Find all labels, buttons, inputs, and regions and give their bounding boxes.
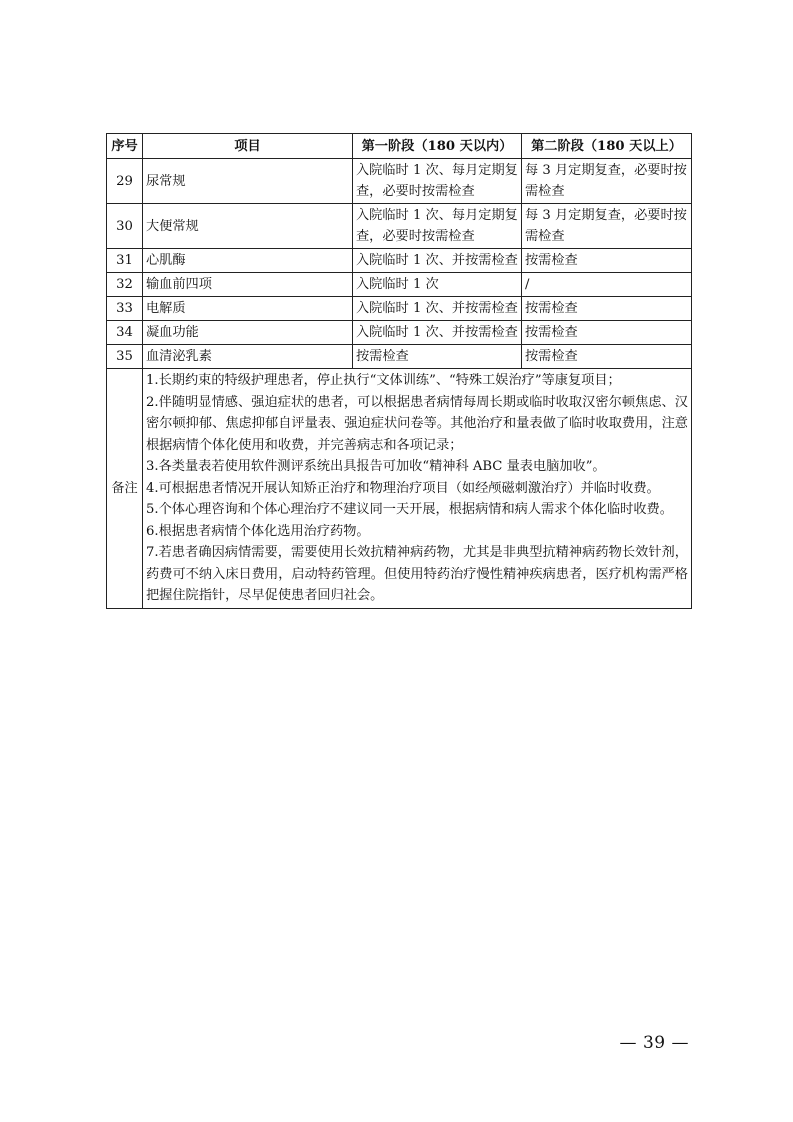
row-stage2: 按需检查 xyxy=(522,297,692,321)
row-stage1: 入院临时 1 次、并按需检查 xyxy=(353,297,522,321)
note-item: 5.个体心理咨询和个体心理治疗不建议同一天开展，根据病情和病人需求个体化临时收费。 xyxy=(146,502,673,517)
row-item: 血清泌乳素 xyxy=(143,345,353,369)
table-row xyxy=(107,297,692,321)
notes-row xyxy=(107,369,692,609)
row-stage2: 每 3 月定期复查，必要时按需检查 xyxy=(522,159,692,204)
row-seq: 32 xyxy=(107,273,143,297)
header-seq: 序号 xyxy=(107,134,143,159)
note-item: 7.若患者确因病情需要，需要使用长效抗精神病药物，尤其是非典型抗精神病药物长效针剂，药费可不纳入床日费用，启动特药管理。但使用特药治疗慢性精神疾病患者，医疗机构需严格把握住院指针，尽早促使患者回归社会。 xyxy=(146,545,688,603)
table-row xyxy=(107,159,692,204)
row-stage1: 入院临时 1 次、每月定期复查，必要时按需检查 xyxy=(353,204,522,249)
note-item: 2.伴随明显情感、强迫症状的患者，可以根据患者病情每周长期或临时收取汉密尔顿焦虑、汉密尔顿抑郁、焦虑抑郁自评量表、强迫症状问卷等。其他治疗和量表做了临时收取费用，注意根据病情个体化使用和收费，并完善病志和各项记录； xyxy=(146,394,688,453)
note-item: 4.可根据患者情况开展认知矫正治疗和物理治疗项目（如经颅磁刺激治疗）并临时收费。 xyxy=(146,480,660,496)
row-stage1: 入院临时 1 次 xyxy=(353,273,522,297)
row-seq: 33 xyxy=(107,297,143,321)
row-stage2: 按需检查 xyxy=(522,249,692,273)
row-item: 心肌酶 xyxy=(143,249,353,273)
row-seq: 34 xyxy=(107,321,143,345)
fee-schedule-table xyxy=(106,133,692,609)
row-stage2: / xyxy=(522,273,692,297)
row-item: 凝血功能 xyxy=(143,321,353,345)
header-stage2: 第二阶段（180 天以上） xyxy=(522,134,692,159)
row-stage2: 按需检查 xyxy=(522,321,692,345)
row-item: 输血前四项 xyxy=(143,273,353,297)
row-item: 大便常规 xyxy=(143,204,353,249)
row-stage1: 按需检查 xyxy=(353,345,522,369)
table-row xyxy=(107,321,692,345)
page-number: — 39 — xyxy=(619,1033,689,1053)
header-item: 项目 xyxy=(143,134,353,159)
table-row xyxy=(107,249,692,273)
note-item: 6.根据患者病情个体化选用治疗药物。 xyxy=(146,523,370,539)
table-row xyxy=(107,345,692,369)
note-item: 3.各类量表若使用软件测评系统出具报告可加收“精神科 ABC 量表电脑加收”。 xyxy=(146,459,606,474)
row-seq: 31 xyxy=(107,249,143,273)
row-seq: 30 xyxy=(107,204,143,249)
row-item: 电解质 xyxy=(143,297,353,321)
row-seq: 29 xyxy=(107,159,143,204)
notes-label: 备注 xyxy=(107,369,143,609)
note-item: 1.长期约束的特级护理患者，停止执行“文体训练”、“特殊工娱治疗”等康复项目； xyxy=(146,373,621,388)
row-stage1: 入院临时 1 次、并按需检查 xyxy=(353,321,522,345)
row-stage2: 每 3 月定期复查，必要时按需检查 xyxy=(522,204,692,249)
row-item: 尿常规 xyxy=(143,159,353,204)
row-stage1: 入院临时 1 次、每月定期复查，必要时按需检查 xyxy=(353,159,522,204)
row-stage1: 入院临时 1 次、并按需检查 xyxy=(353,249,522,273)
table-row xyxy=(107,273,692,297)
notes-content xyxy=(143,369,692,609)
row-seq: 35 xyxy=(107,345,143,369)
table-header-row xyxy=(107,134,692,159)
table-row xyxy=(107,204,692,249)
row-stage2: 按需检查 xyxy=(522,345,692,369)
header-stage1: 第一阶段（180 天以内） xyxy=(353,134,522,159)
